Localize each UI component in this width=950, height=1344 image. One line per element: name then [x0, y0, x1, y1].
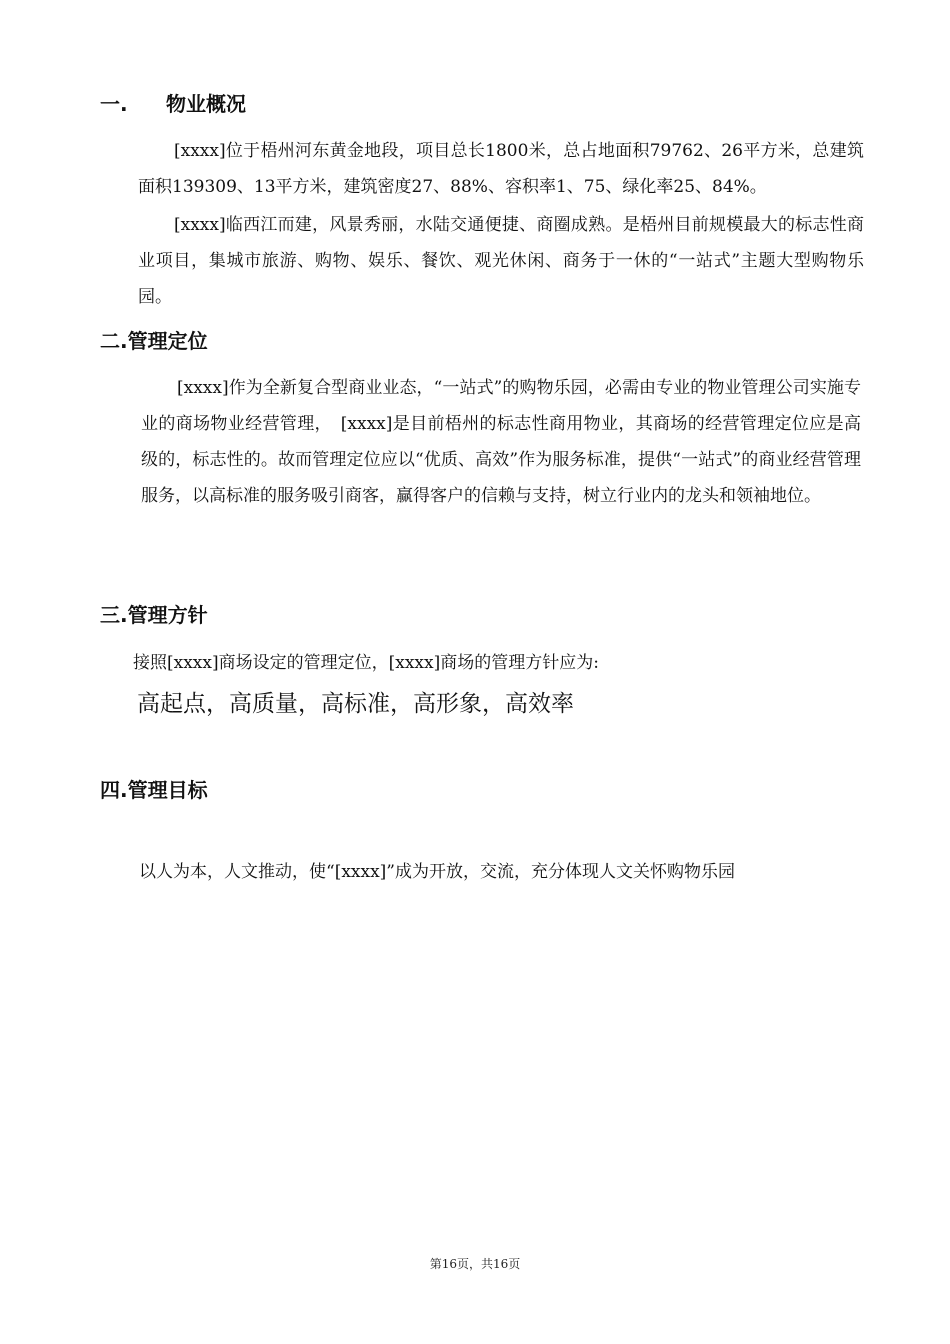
section-heading-policy	[100, 601, 208, 629]
paragraph: [xxxx]作为全新复合型商业业态，“一站式”的购物乐园，必需由专业的物业管理公司实施专业的商场物业经营管理， [xxxx]是目前梧州的标志性商用物业，其商场的经营管理定位应是高级的，标志性的。故而管理定位应以“优质、高效”作为服务标准，提供“一站式”的商业经营管理服务，以高标准的服务吸引商客，赢得客户的信赖与支持，树立行业内的龙头和领袖地位。	[141, 378, 861, 506]
section-title: 物业概况	[166, 92, 246, 116]
section-title: 管理目标	[127, 778, 208, 802]
section-heading-goals	[100, 776, 208, 804]
policy-intro: 接照[xxxx]商场设定的管理定位，[xxxx]商场的管理方针应为:	[133, 653, 599, 673]
section-title: 管理定位	[127, 329, 208, 353]
section-number: 一.	[100, 92, 128, 116]
page-number-footer: 第16页，共16页	[429, 1257, 521, 1271]
paragraph: [xxxx]临西江而建，风景秀丽，水陆交通便捷、商圈成熟。是梧州目前规模最大的标志性商业项目，集城市旅游、购物、娱乐、餐饮、观光休闲、商务于一休的“一站式”主题大型购物乐园。	[138, 215, 864, 307]
section-heading-positioning	[100, 327, 208, 355]
section-title: 管理方针	[127, 603, 208, 627]
section-number: 二.	[100, 329, 128, 353]
section-number: 四.	[100, 778, 128, 802]
section-number: 三.	[100, 603, 128, 627]
paragraph: [xxxx]位于梧州河东黄金地段，项目总长1800米，总占地面积79762、26平方米，总建筑面积139309、13平方米，建筑密度27、88%、容积率1、75、绿化率25、84%。	[138, 141, 864, 197]
policy-slogan: 高起点，高质量，高标准，高形象，高效率	[137, 691, 574, 717]
section-heading-overview	[100, 90, 246, 118]
goal-text: 以人为本，人文推动，使“[xxxx]”成为开放，交流，充分体现人文关怀购物乐园	[139, 862, 735, 882]
